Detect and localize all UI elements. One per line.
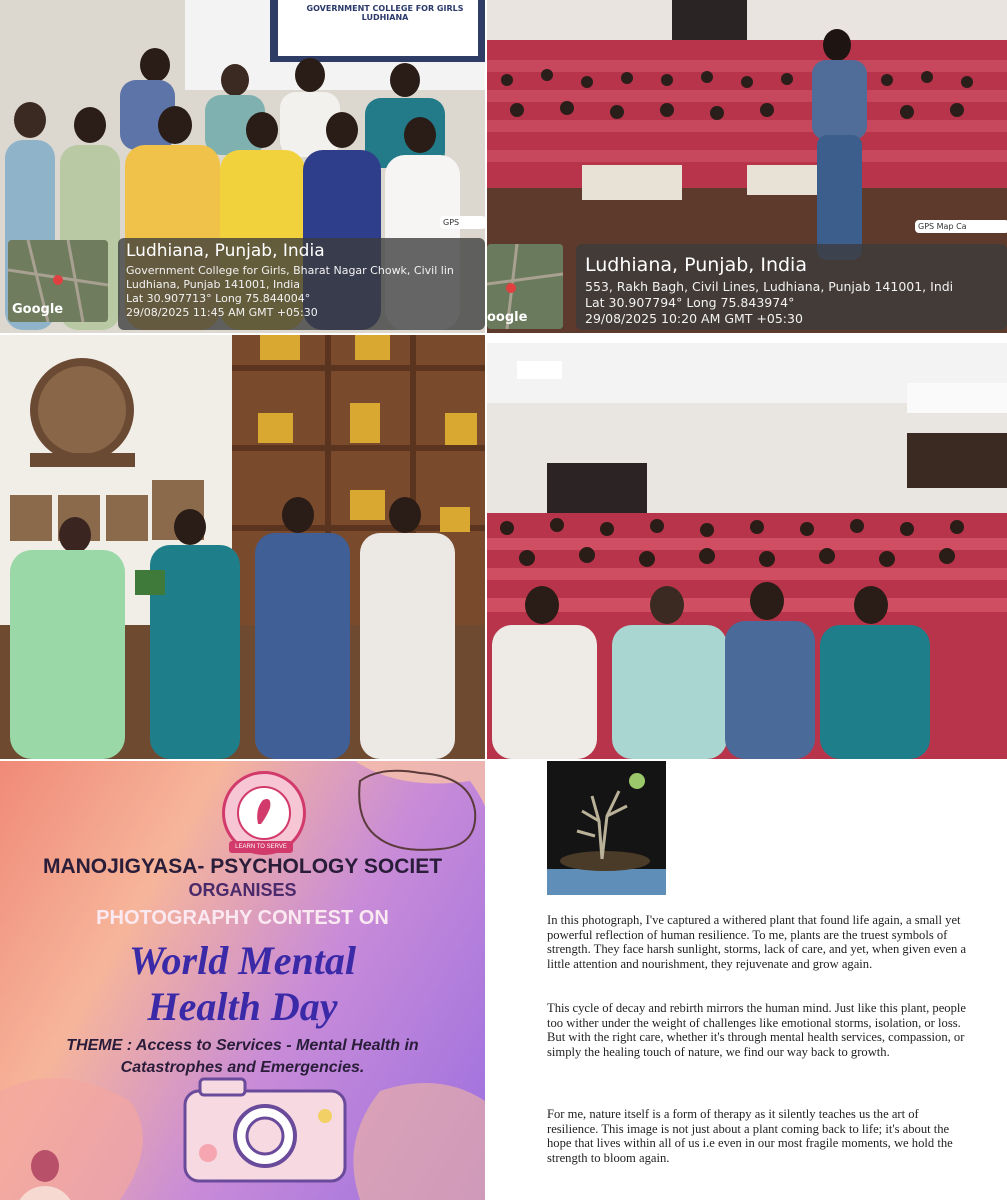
theme-line2: Catastrophes and Emergencies. <box>120 1059 365 1076</box>
audience-photo-panel <box>487 343 1007 759</box>
brain-icon <box>359 771 475 850</box>
gps-coordinates: Lat 30.907713° Long 75.844004° <box>126 292 311 305</box>
gps-info-box <box>576 244 1007 330</box>
gps-coordinates: Lat 30.907794° Long 75.843974° <box>585 295 795 310</box>
withered-plant-photo <box>547 761 666 895</box>
projection-screen-text: GOVERNMENT COLLEGE FOR GIRLS LUDHIANA <box>306 4 464 22</box>
auditorium-speaker-panel <box>487 0 1007 333</box>
contest-poster <box>0 761 485 1200</box>
map-pin-icon <box>506 283 516 293</box>
map-pin-icon <box>53 275 63 285</box>
poster-title-line2: Health Day <box>147 984 338 1029</box>
society-name: MANOJIGYASA- PSYCHOLOGY SOCIET <box>42 855 443 878</box>
office-photo-panel <box>0 335 485 759</box>
plant-gift <box>135 570 165 595</box>
essay-paragraph-1: In this photograph, I've captured a withered plant that found life again, a small yet powerful reflection of human resilience. To me, plants are the truest symbols of strength. They face harsh sunlight, storms, lack of care, and yet, when given even a little attention and nourishment, they rejuvenate and grow again. <box>547 913 967 971</box>
poster-title-line1: World Mental <box>128 938 357 983</box>
office-photo-image <box>0 335 485 759</box>
gps-location-title: Ludhiana, Punjab, India <box>585 254 807 276</box>
audience-photo-image <box>487 343 1007 759</box>
gps-address-line: Ludhiana, Punjab 141001, India <box>126 278 301 291</box>
gps-location-title: Ludhiana, Punjab, India <box>126 241 325 261</box>
theme-line1: THEME : Access to Services - Mental Health in <box>66 1037 419 1054</box>
logo-motto: LEARN TO SERVE <box>229 841 293 853</box>
essay-paragraph-3: For me, nature itself is a form of therapy as it silently teaches us the art of resilience. This image is not just about a plant coming back to life; it's about the hope that lives within all of us i.e even in our most fragile moments, we hold the strength to bloom again. <box>547 1107 953 1165</box>
group-photo-panel <box>0 0 485 333</box>
gps-address-line: Government College for Girls, Bharat Nagar Chowk, Civil lin <box>126 264 454 277</box>
gps-datetime: 29/08/2025 10:20 AM GMT +05:30 <box>585 311 803 326</box>
contest-label: PHOTOGRAPHY CONTEST ON <box>96 907 389 929</box>
meditating-person-icon <box>31 1150 59 1182</box>
essay-paragraph-2: This cycle of decay and rebirth mirrors the human mind. Just like this plant, people too wither under the weight of challenges like emotional storms, isolation, or loss. But with the right care, whether it's through mental health services, compassion, or simply the healing touch of nature, we find our way back to growth. <box>547 1001 966 1059</box>
gps-app-tag: GPS Map Ca <box>915 220 1007 233</box>
google-logo: Google <box>12 302 64 317</box>
organises-label: ORGANISES <box>188 880 297 900</box>
google-logo: oogle <box>487 310 528 325</box>
gps-address-line: 553, Rakh Bagh, Civil Lines, Ludhiana, Punjab 141001, Indi <box>585 279 954 294</box>
gps-info-box <box>118 238 485 330</box>
gps-datetime: 29/08/2025 11:45 AM GMT +05:30 <box>126 306 318 319</box>
gps-app-tag: GPS <box>440 216 485 229</box>
contest-entry-page <box>487 761 1007 1200</box>
